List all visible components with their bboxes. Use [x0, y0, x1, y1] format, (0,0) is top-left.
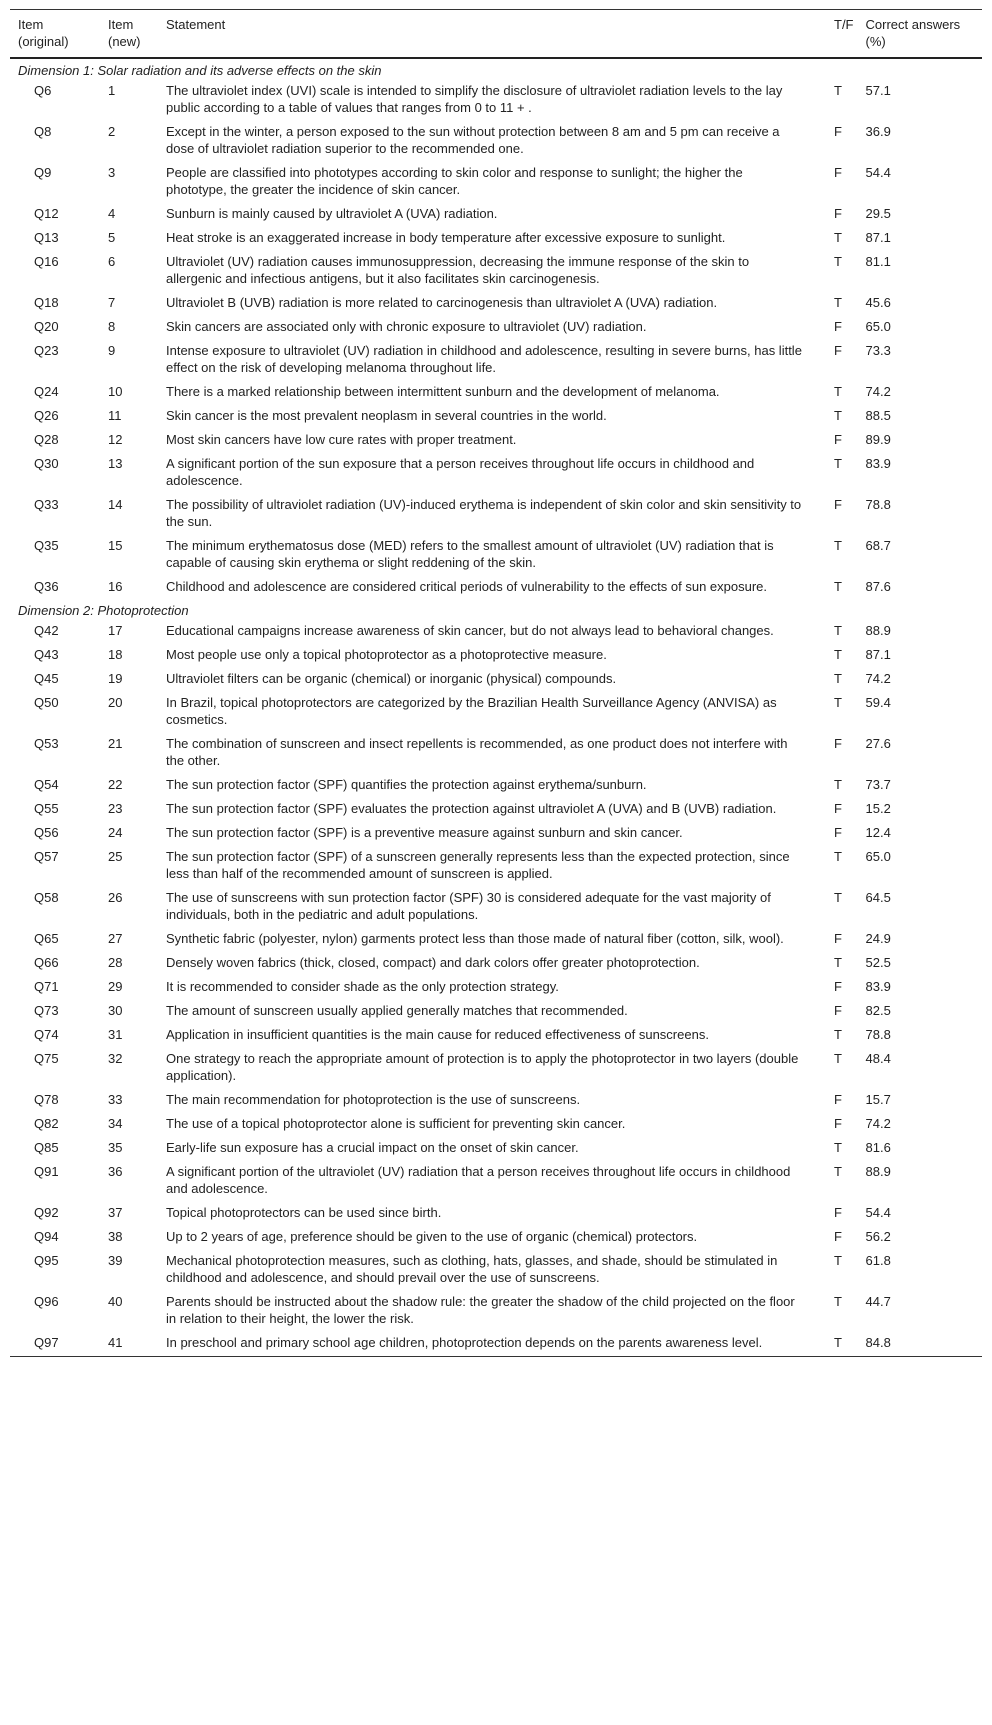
item-original-text: Q95	[34, 1253, 59, 1268]
statement-cell: Ultraviolet (UV) radiation causes immunosuppression, decreasing the immune response of the skin to allergenic and infectious antigens, but it also facilitates skin carcinogenesis.	[166, 254, 750, 286]
table-row	[10, 845, 982, 886]
item-new-cell: 15	[108, 538, 123, 553]
true-false-cell: T	[834, 890, 842, 905]
correct-answers-cell: 12.4	[865, 825, 891, 840]
header-correct-answers: Correct answers (%)	[865, 17, 961, 49]
statement-cell: The ultraviolet index (UVI) scale is intended to simplify the disclosure of ultraviolet radiation levels to the lay public according to a table of values that ranges from 0 to 11 + .	[166, 83, 783, 115]
item-original-text: Q66	[34, 955, 59, 970]
statement-cell: One strategy to reach the appropriate amount of protection is to apply the photoprotector in two layers (double application).	[166, 1051, 799, 1083]
true-false-cell: F	[834, 206, 842, 221]
item-original-text: Q82	[34, 1116, 59, 1131]
dimension-title: Dimension 1: Solar radiation and its adverse effects on the skin	[18, 63, 382, 78]
item-original-cell	[10, 250, 100, 291]
table-row	[10, 619, 982, 643]
statement-cell: The sun protection factor (SPF) of a sunscreen generally represents less than the expected protection, since less than half of the recommended amount of sunscreen is applied.	[166, 849, 790, 881]
item-new-cell: 35	[108, 1140, 123, 1155]
item-new-cell: 14	[108, 497, 123, 512]
item-original-cell	[10, 797, 100, 821]
table-row	[10, 886, 982, 927]
table-row	[10, 226, 982, 250]
correct-answers-cell: 44.7	[865, 1294, 891, 1309]
item-new-cell: 17	[108, 623, 123, 638]
item-original-cell	[10, 1290, 100, 1331]
correct-answers-cell: 74.2	[865, 384, 891, 399]
item-new-cell: 21	[108, 736, 123, 751]
correct-answers-cell: 15.7	[865, 1092, 891, 1107]
table-row	[10, 202, 982, 226]
table-row	[10, 250, 982, 291]
item-original-cell	[10, 1112, 100, 1136]
true-false-cell: T	[834, 456, 842, 471]
item-original-cell	[10, 821, 100, 845]
true-false-cell: T	[834, 538, 842, 553]
statement-cell: A significant portion of the ultraviolet (UV) radiation that a person receives throughout life occurs in childhood and adolescence.	[166, 1164, 791, 1196]
correct-answers-cell: 15.2	[865, 801, 891, 816]
item-original-text: Q92	[34, 1205, 59, 1220]
true-false-cell: T	[834, 408, 842, 423]
item-new-cell: 24	[108, 825, 123, 840]
correct-answers-cell: 68.7	[865, 538, 891, 553]
item-original-text: Q53	[34, 736, 59, 751]
table-row	[10, 404, 982, 428]
item-original-text: Q74	[34, 1027, 59, 1042]
dimension-heading-row	[10, 599, 982, 619]
statement-cell: The sun protection factor (SPF) is a preventive measure against sunburn and skin cancer.	[166, 825, 683, 840]
item-original-cell	[10, 226, 100, 250]
item-new-cell: 11	[108, 408, 122, 423]
true-false-cell: T	[834, 1164, 842, 1179]
table-row	[10, 428, 982, 452]
item-new-cell: 7	[108, 295, 116, 310]
statement-cell: Mechanical photoprotection measures, such as clothing, hats, glasses, and shade, should be stimulated in childhood and adolescence, and should prevail over the use of sunscreens.	[166, 1253, 778, 1285]
item-new-cell: 22	[108, 777, 123, 792]
item-original-text: Q78	[34, 1092, 59, 1107]
table-row	[10, 1088, 982, 1112]
correct-answers-cell: 82.5	[865, 1003, 891, 1018]
item-original-cell	[10, 845, 100, 886]
table-row	[10, 927, 982, 951]
table-row	[10, 1290, 982, 1331]
item-new-cell: 28	[108, 955, 123, 970]
item-original-cell	[10, 380, 100, 404]
item-new-cell: 33	[108, 1092, 123, 1107]
item-original-text: Q42	[34, 623, 59, 638]
correct-answers-cell: 88.5	[865, 408, 891, 423]
correct-answers-cell: 78.8	[865, 497, 891, 512]
item-new-cell: 9	[108, 343, 116, 358]
table-row	[10, 120, 982, 161]
item-original-cell	[10, 452, 100, 493]
item-new-cell: 37	[108, 1205, 123, 1220]
true-false-cell: T	[834, 579, 842, 594]
item-original-cell	[10, 732, 100, 773]
item-original-cell	[10, 773, 100, 797]
true-false-cell: T	[834, 623, 842, 638]
correct-answers-cell: 48.4	[865, 1051, 891, 1066]
item-original-cell	[10, 534, 100, 575]
item-new-cell: 40	[108, 1294, 123, 1309]
statement-cell: Parents should be instructed about the shadow rule: the greater the shadow of the child projected on the floor in relation to their height, the lower the risk.	[166, 1294, 795, 1326]
item-new-cell: 34	[108, 1116, 123, 1131]
statement-cell: Up to 2 years of age, preference should be given to the use of organic (chemical) protectors.	[166, 1229, 698, 1244]
table-row	[10, 1112, 982, 1136]
table-row	[10, 773, 982, 797]
item-original-text: Q6	[34, 83, 52, 98]
statement-cell: Except in the winter, a person exposed to the sun without protection between 8 am and 5 pm can receive a dose of ultraviolet radiation superior to the recommended one.	[166, 124, 780, 156]
correct-answers-cell: 45.6	[865, 295, 891, 310]
true-false-cell: T	[834, 849, 842, 864]
header-tf: T/F	[834, 17, 854, 32]
statement-cell: Densely woven fabrics (thick, closed, compact) and dark colors offer greater photoprotection.	[166, 955, 700, 970]
true-false-cell: F	[834, 736, 842, 751]
item-original-cell	[10, 315, 100, 339]
item-original-text: Q43	[34, 647, 59, 662]
item-new-cell: 36	[108, 1164, 123, 1179]
table-body	[10, 58, 982, 1357]
item-original-cell	[10, 404, 100, 428]
true-false-cell: T	[834, 384, 842, 399]
correct-answers-cell: 73.3	[865, 343, 891, 358]
table-row	[10, 452, 982, 493]
correct-answers-cell: 81.6	[865, 1140, 891, 1155]
correct-answers-cell: 78.8	[865, 1027, 891, 1042]
dimension-heading-row	[10, 58, 982, 79]
item-new-cell: 3	[108, 165, 116, 180]
table-header-row	[10, 10, 982, 59]
item-original-text: Q20	[34, 319, 59, 334]
item-original-cell	[10, 575, 100, 599]
item-original-text: Q97	[34, 1335, 59, 1350]
correct-answers-cell: 73.7	[865, 777, 891, 792]
item-original-cell	[10, 339, 100, 380]
statement-cell: Heat stroke is an exaggerated increase in body temperature after excessive exposure to sunlight.	[166, 230, 726, 245]
statement-cell: Ultraviolet B (UVB) radiation is more related to carcinogenesis than ultraviolet A (UVA) radiation.	[166, 295, 718, 310]
true-false-cell: T	[834, 1253, 842, 1268]
correct-answers-cell: 65.0	[865, 319, 891, 334]
true-false-cell: T	[834, 1140, 842, 1155]
item-original-cell	[10, 951, 100, 975]
statement-cell: Ultraviolet filters can be organic (chemical) or inorganic (physical) compounds.	[166, 671, 617, 686]
table-row	[10, 1331, 982, 1357]
item-new-cell: 2	[108, 124, 116, 139]
table-row	[10, 732, 982, 773]
item-original-cell	[10, 1225, 100, 1249]
correct-answers-cell: 87.6	[865, 579, 891, 594]
statement-cell: The amount of sunscreen usually applied generally matches that recommended.	[166, 1003, 628, 1018]
item-original-text: Q57	[34, 849, 59, 864]
item-original-text: Q56	[34, 825, 59, 840]
item-new-cell: 39	[108, 1253, 123, 1268]
item-original-text: Q18	[34, 295, 59, 310]
item-original-text: Q30	[34, 456, 59, 471]
item-new-cell: 1	[108, 83, 116, 98]
true-false-cell: F	[834, 1003, 842, 1018]
item-new-cell: 38	[108, 1229, 123, 1244]
correct-answers-cell: 74.2	[865, 1116, 891, 1131]
statement-cell: Topical photoprotectors can be used since birth.	[166, 1205, 442, 1220]
table-row	[10, 380, 982, 404]
statement-cell: Early-life sun exposure has a crucial impact on the onset of skin cancer.	[166, 1140, 579, 1155]
correct-answers-cell: 87.1	[865, 647, 891, 662]
true-false-cell: F	[834, 1205, 842, 1220]
table-row	[10, 951, 982, 975]
statement-cell: Application in insufficient quantities is the main cause for reduced effectiveness of sunscreens.	[166, 1027, 709, 1042]
item-original-cell	[10, 1023, 100, 1047]
statement-cell: The sun protection factor (SPF) evaluates the protection against ultraviolet A (UVA) and B (UVB) radiation.	[166, 801, 777, 816]
statement-cell: Sunburn is mainly caused by ultraviolet A (UVA) radiation.	[166, 206, 498, 221]
item-original-text: Q13	[34, 230, 59, 245]
statement-cell: The use of sunscreens with sun protection factor (SPF) 30 is considered adequate for the vast majority of individuals, both in the pediatric and adult populations.	[166, 890, 771, 922]
item-original-cell	[10, 1160, 100, 1201]
statement-cell: People are classified into phototypes according to skin color and response to sunlight; the higher the phototype, the greater the incidence of skin cancer.	[166, 165, 743, 197]
statement-cell: Childhood and adolescence are considered critical periods of vulnerability to the effects of sun exposure.	[166, 579, 768, 594]
true-false-cell: T	[834, 230, 842, 245]
item-new-cell: 16	[108, 579, 123, 594]
item-original-text: Q65	[34, 931, 59, 946]
item-new-cell: 8	[108, 319, 116, 334]
true-false-cell: F	[834, 343, 842, 358]
correct-answers-cell: 24.9	[865, 931, 891, 946]
statement-cell: Most people use only a topical photoprotector as a photoprotective measure.	[166, 647, 607, 662]
correct-answers-cell: 57.1	[865, 83, 891, 98]
true-false-cell: F	[834, 432, 842, 447]
item-original-cell	[10, 999, 100, 1023]
item-original-text: Q8	[34, 124, 52, 139]
item-new-cell: 12	[108, 432, 123, 447]
true-false-cell: F	[834, 124, 842, 139]
statement-cell: The main recommendation for photoprotection is the use of sunscreens.	[166, 1092, 581, 1107]
correct-answers-cell: 89.9	[865, 432, 891, 447]
item-new-cell: 31	[108, 1027, 123, 1042]
item-original-cell	[10, 975, 100, 999]
table-row	[10, 339, 982, 380]
item-original-text: Q28	[34, 432, 59, 447]
table-row	[10, 79, 982, 120]
item-original-cell	[10, 428, 100, 452]
item-new-cell: 25	[108, 849, 123, 864]
true-false-cell: F	[834, 497, 842, 512]
item-original-text: Q45	[34, 671, 59, 686]
correct-answers-cell: 54.4	[865, 1205, 891, 1220]
statement-cell: Synthetic fabric (polyester, nylon) garments protect less than those made of natural fiber (cotton, silk, wool).	[166, 931, 784, 946]
header-item-new: Item (new)	[108, 17, 141, 49]
item-original-cell	[10, 161, 100, 202]
header-item-original: Item (original)	[18, 17, 69, 49]
item-original-text: Q36	[34, 579, 59, 594]
correct-answers-cell: 65.0	[865, 849, 891, 864]
item-original-cell	[10, 1331, 100, 1357]
table-row	[10, 1201, 982, 1225]
item-original-cell	[10, 619, 100, 643]
item-new-cell: 6	[108, 254, 116, 269]
item-original-text: Q35	[34, 538, 59, 553]
item-new-cell: 4	[108, 206, 116, 221]
item-original-cell	[10, 120, 100, 161]
item-new-cell: 5	[108, 230, 116, 245]
item-original-text: Q24	[34, 384, 59, 399]
table-row	[10, 1047, 982, 1088]
item-original-text: Q91	[34, 1164, 59, 1179]
statement-cell: In Brazil, topical photoprotectors are categorized by the Brazilian Health Surveillance Agency (ANVISA) as cosmetics.	[166, 695, 777, 727]
correct-answers-cell: 88.9	[865, 1164, 891, 1179]
item-original-text: Q26	[34, 408, 59, 423]
item-original-text: Q94	[34, 1229, 59, 1244]
true-false-cell: F	[834, 1092, 842, 1107]
correct-answers-cell: 81.1	[865, 254, 891, 269]
true-false-cell: T	[834, 695, 842, 710]
statement-cell: Skin cancer is the most prevalent neoplasm in several countries in the world.	[166, 408, 607, 423]
true-false-cell: T	[834, 83, 842, 98]
true-false-cell: F	[834, 165, 842, 180]
item-original-cell	[10, 927, 100, 951]
item-original-cell	[10, 1136, 100, 1160]
statement-cell: There is a marked relationship between intermittent sunburn and the development of melanoma.	[166, 384, 720, 399]
correct-answers-cell: 54.4	[865, 165, 891, 180]
true-false-cell: F	[834, 1116, 842, 1131]
questionnaire-table	[10, 9, 982, 1357]
item-original-text: Q85	[34, 1140, 59, 1155]
statement-cell: The sun protection factor (SPF) quantifies the protection against erythema/sunburn.	[166, 777, 647, 792]
item-original-cell	[10, 1047, 100, 1088]
statement-cell: In preschool and primary school age children, photoprotection depends on the parents awareness level.	[166, 1335, 763, 1350]
item-original-text: Q12	[34, 206, 59, 221]
item-original-text: Q54	[34, 777, 59, 792]
true-false-cell: T	[834, 1335, 842, 1350]
dimension-title: Dimension 2: Photoprotection	[18, 603, 189, 618]
item-new-cell: 27	[108, 931, 123, 946]
item-original-cell	[10, 493, 100, 534]
item-original-cell	[10, 691, 100, 732]
true-false-cell: F	[834, 319, 842, 334]
correct-answers-cell: 56.2	[865, 1229, 891, 1244]
item-new-cell: 23	[108, 801, 123, 816]
correct-answers-cell: 84.8	[865, 1335, 891, 1350]
statement-cell: It is recommended to consider shade as the only protection strategy.	[166, 979, 559, 994]
correct-answers-cell: 27.6	[865, 736, 891, 751]
true-false-cell: T	[834, 254, 842, 269]
table-row	[10, 999, 982, 1023]
item-original-text: Q71	[34, 979, 59, 994]
statement-cell: The use of a topical photoprotector alone is sufficient for preventing skin cancer.	[166, 1116, 626, 1131]
item-new-cell: 13	[108, 456, 123, 471]
item-original-text: Q16	[34, 254, 59, 269]
statement-cell: Skin cancers are associated only with chronic exposure to ultraviolet (UV) radiation.	[166, 319, 647, 334]
true-false-cell: T	[834, 1294, 842, 1309]
true-false-cell: F	[834, 931, 842, 946]
item-new-cell: 41	[108, 1335, 123, 1350]
item-original-cell	[10, 291, 100, 315]
item-original-text: Q96	[34, 1294, 59, 1309]
correct-answers-cell: 29.5	[865, 206, 891, 221]
table-row	[10, 161, 982, 202]
correct-answers-cell: 59.4	[865, 695, 891, 710]
item-original-text: Q50	[34, 695, 59, 710]
table-row	[10, 797, 982, 821]
item-original-text: Q55	[34, 801, 59, 816]
true-false-cell: F	[834, 1229, 842, 1244]
table-row	[10, 291, 982, 315]
statement-cell: The combination of sunscreen and insect repellents is recommended, as one product does not interfere with the other.	[166, 736, 788, 768]
true-false-cell: T	[834, 295, 842, 310]
statement-cell: The minimum erythematosus dose (MED) refers to the smallest amount of ultraviolet (UV) radiation that is capable of causing skin erythema or slight reddening of the skin.	[166, 538, 774, 570]
item-original-text: Q73	[34, 1003, 59, 1018]
item-original-cell	[10, 886, 100, 927]
table-row	[10, 1023, 982, 1047]
item-original-text: Q23	[34, 343, 59, 358]
correct-answers-cell: 88.9	[865, 623, 891, 638]
correct-answers-cell: 52.5	[865, 955, 891, 970]
true-false-cell: T	[834, 671, 842, 686]
table-row	[10, 315, 982, 339]
table-row	[10, 1160, 982, 1201]
item-original-cell	[10, 202, 100, 226]
table-row	[10, 493, 982, 534]
item-original-text: Q33	[34, 497, 59, 512]
statement-cell: A significant portion of the sun exposure that a person receives throughout life occurs in childhood and adolescence.	[166, 456, 755, 488]
correct-answers-cell: 36.9	[865, 124, 891, 139]
item-original-cell	[10, 1201, 100, 1225]
item-original-text: Q9	[34, 165, 52, 180]
statement-cell: Intense exposure to ultraviolet (UV) radiation in childhood and adolescence, resulting in severe burns, has little effect on the risk of developing melanoma throughout life.	[166, 343, 802, 375]
item-original-text: Q58	[34, 890, 59, 905]
item-original-cell	[10, 667, 100, 691]
true-false-cell: F	[834, 801, 842, 816]
item-new-cell: 30	[108, 1003, 123, 1018]
table-row	[10, 821, 982, 845]
correct-answers-cell: 74.2	[865, 671, 891, 686]
statement-cell: The possibility of ultraviolet radiation (UV)-induced erythema is independent of skin color and skin sensitivity to the sun.	[166, 497, 802, 529]
item-new-cell: 10	[108, 384, 123, 399]
true-false-cell: T	[834, 1027, 842, 1042]
item-new-cell: 32	[108, 1051, 123, 1066]
true-false-cell: T	[834, 1051, 842, 1066]
item-new-cell: 18	[108, 647, 123, 662]
table-row	[10, 975, 982, 999]
true-false-cell: T	[834, 955, 842, 970]
item-original-cell	[10, 79, 100, 120]
statement-cell: Most skin cancers have low cure rates with proper treatment.	[166, 432, 517, 447]
true-false-cell: T	[834, 777, 842, 792]
correct-answers-cell: 87.1	[865, 230, 891, 245]
item-original-cell	[10, 643, 100, 667]
table-row	[10, 1225, 982, 1249]
table-row	[10, 1249, 982, 1290]
item-original-text: Q75	[34, 1051, 59, 1066]
table-row	[10, 534, 982, 575]
table-row	[10, 691, 982, 732]
table-row	[10, 1136, 982, 1160]
table-row	[10, 643, 982, 667]
correct-answers-cell: 64.5	[865, 890, 891, 905]
item-original-cell	[10, 1249, 100, 1290]
statement-cell: Educational campaigns increase awareness of skin cancer, but do not always lead to behavioral changes.	[166, 623, 774, 638]
correct-answers-cell: 83.9	[865, 979, 891, 994]
item-new-cell: 29	[108, 979, 123, 994]
correct-answers-cell: 61.8	[865, 1253, 891, 1268]
item-new-cell: 20	[108, 695, 123, 710]
item-new-cell: 26	[108, 890, 123, 905]
true-false-cell: F	[834, 825, 842, 840]
table-row	[10, 667, 982, 691]
item-new-cell: 19	[108, 671, 123, 686]
correct-answers-cell: 83.9	[865, 456, 891, 471]
header-statement: Statement	[166, 17, 226, 32]
item-original-cell	[10, 1088, 100, 1112]
true-false-cell: F	[834, 979, 842, 994]
true-false-cell: T	[834, 647, 842, 662]
table-row	[10, 575, 982, 599]
